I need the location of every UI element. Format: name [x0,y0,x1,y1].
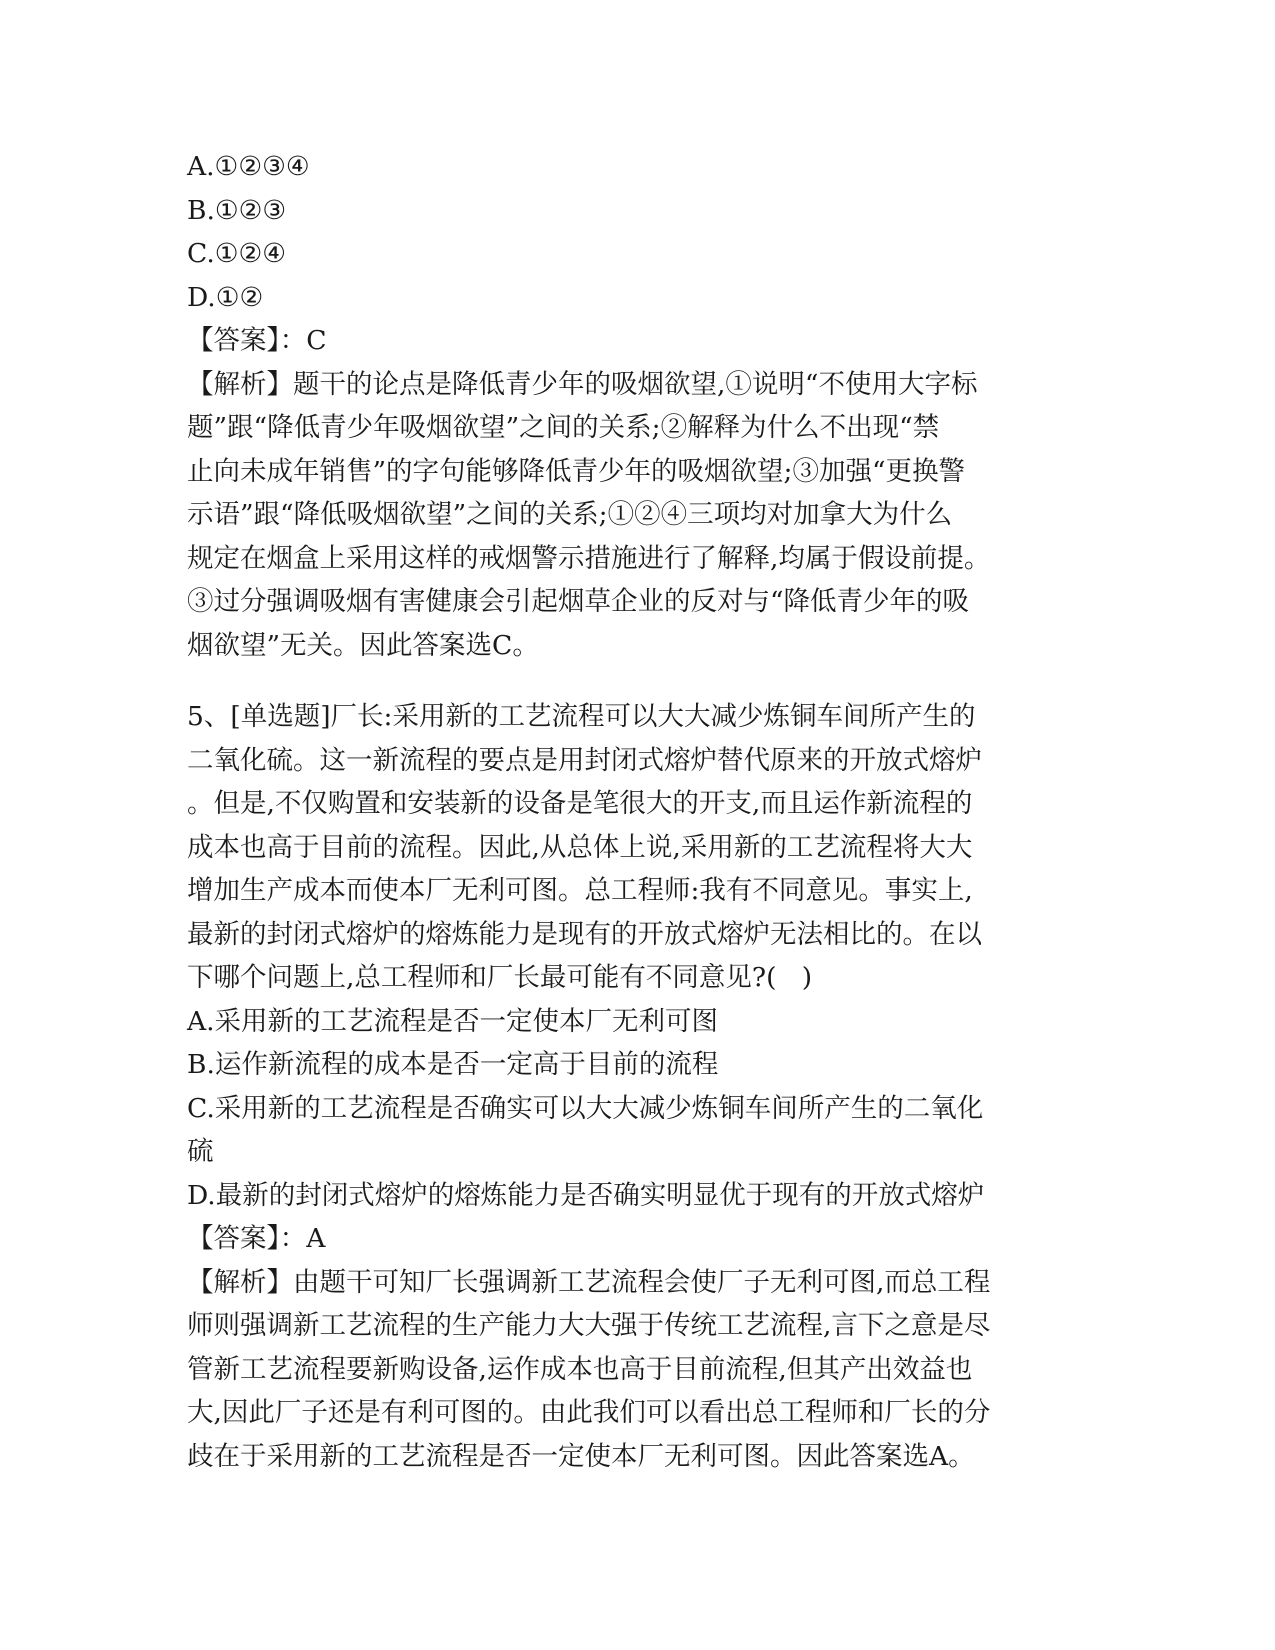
page-content [187,145,1087,1478]
q5-option-c-continued: 硫 [187,1136,214,1167]
q5-analysis-line: 歧在于采用新的工艺流程是否一定使本厂无利可图。因此答案选A。 [187,1440,975,1472]
q5-analysis-line: 管新工艺流程要新购设备,运作成本也高于目前流程,但其产出效益也 [187,1353,973,1385]
q5-analysis-line: 【解析】由题干可知厂长强调新工艺流程会使厂子无利可图,而总工程 [187,1266,991,1298]
q5-stem [187,695,1087,1000]
q4-analysis-line: 题”跟“降低青少年吸烟欲望”之间的关系;②解释为什么不出现“禁 [187,412,940,443]
q4-analysis-line: ③过分强调吸烟有害健康会引起烟草企业的反对与“降低青少年的吸 [187,586,970,617]
q4-option-c: C.①②④ [187,238,287,269]
question-spacer [187,667,1087,695]
q4-analysis-line: 止向未成年销售”的字句能够降低青少年的吸烟欲望;③加强“更换警 [187,455,966,487]
q5-analysis [187,1261,1087,1479]
q5-option-c: C.采用新的工艺流程是否确实可以大大减少炼铜车间所产生的二氧化 [187,1092,984,1124]
q4-option-d: D.①② [187,281,264,313]
q4-answer: 【答案】：C [187,325,327,356]
q4-analysis [187,363,1087,668]
q4-analysis-line: 示语”跟“降低吸烟欲望”之间的关系;①②④三项均对加拿大为什么 [187,499,953,530]
q5-stem-line: 成本也高于目前的流程。因此,从总体上说,采用新的工艺流程将大大 [187,831,973,863]
q4-option-a: A.①②③④ [187,151,310,182]
q4-option-b: B.①②③ [187,194,287,226]
q5-option-b: B.运作新流程的成本是否一定高于目前的流程 [187,1049,719,1080]
q5-answer: 【答案】：A [187,1223,326,1254]
q5-analysis-line: 大,因此厂子还是有利可图的。由此我们可以看出总工程师和厂长的分 [187,1397,991,1428]
q5-stem-line: 二氧化硫。这一新流程的要点是用封闭式熔炉替代原来的开放式熔炉 [187,744,982,776]
q4-analysis-line: 规定在烟盒上采用这样的戒烟警示措施进行了解释,均属于假设前提。 [187,542,991,574]
q5-stem-line: 最新的封闭式熔炉的熔炼能力是现有的开放式熔炉无法相比的。在以 [187,918,982,950]
q5-stem-line: 5、[单选题]厂长:采用新的工艺流程可以大大减少炼铜车间所产生的 [187,701,976,732]
q5-stem-line: 。但是,不仅购置和安装新的设备是笔很大的开支,而且运作新流程的 [187,788,973,819]
q5-stem-line: 增加生产成本而使本厂无利可图。总工程师:我有不同意见。事实上, [187,875,973,906]
q4-analysis-line: 【解析】题干的论点是降低青少年的吸烟欲望,①说明“不使用大字标 [187,368,978,400]
q5-option-a: A.采用新的工艺流程是否一定使本厂无利可图 [187,1005,719,1037]
q5-option-d: D.最新的封闭式熔炉的熔炼能力是否确实明显优于现有的开放式熔炉 [187,1179,985,1211]
q4-analysis-line: 烟欲望”无关。因此答案选C。 [187,629,539,661]
q5-analysis-line: 师则强调新工艺流程的生产能力大大强于传统工艺流程,言下之意是尽 [187,1310,991,1341]
q5-stem-line: 下哪个问题上,总工程师和厂长最可能有不同意见?( ) [187,962,813,993]
